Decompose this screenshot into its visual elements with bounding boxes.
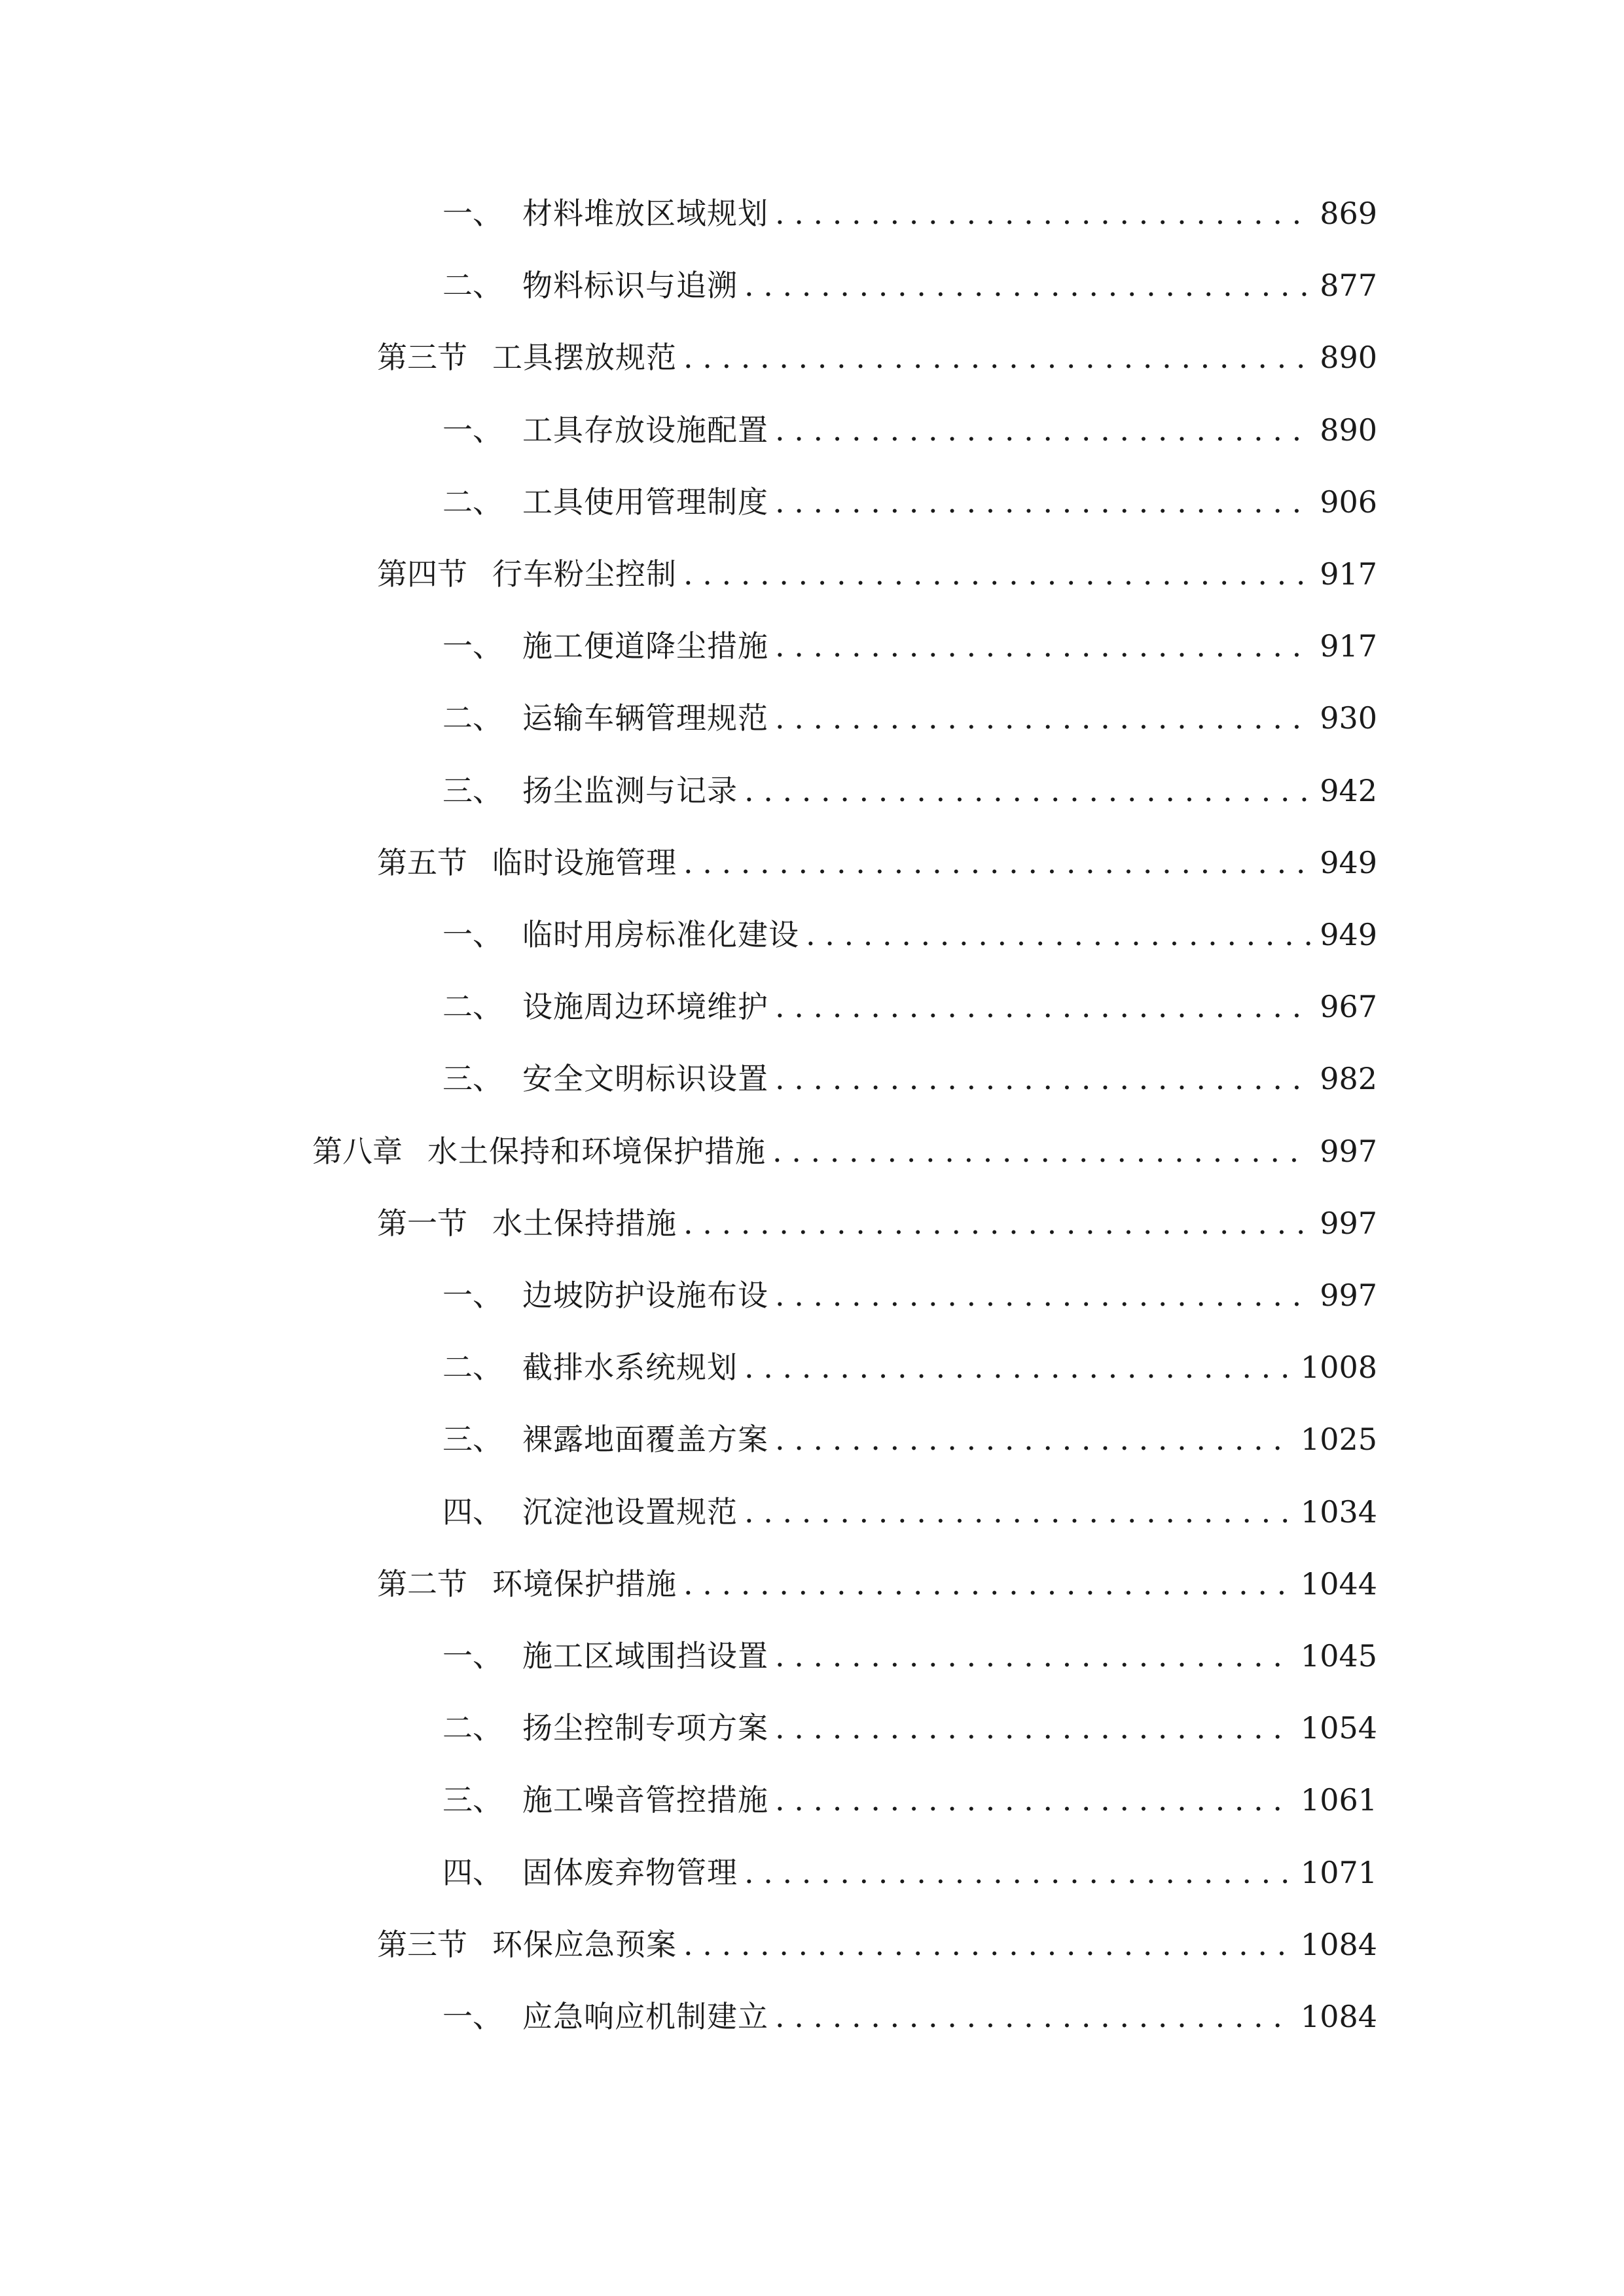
toc-entry-page-number: 982 [1320, 1061, 1377, 1097]
toc-entry-number: 第三节 [377, 1926, 467, 1962]
toc-entry[interactable] [377, 548, 1377, 600]
toc-entry[interactable] [442, 1413, 1377, 1465]
toc-entry[interactable] [442, 764, 1377, 817]
toc-entry-page-number: 917 [1320, 628, 1377, 664]
toc-dot-leader [772, 1125, 1310, 1177]
toc-entry-title: 截排水系统规划 [522, 1350, 738, 1386]
toc-entry-number: 一、 [442, 917, 503, 952]
toc-entry[interactable] [312, 1125, 1377, 1177]
toc-entry-title: 裸露地面覆盖方案 [522, 1422, 768, 1458]
toc-entry-number: 第五节 [377, 844, 467, 880]
toc-entry-page-number: 930 [1320, 700, 1377, 736]
toc-entry-number: 二、 [442, 268, 503, 304]
toc-entry-number: 第四节 [377, 556, 467, 592]
toc-dot-leader [744, 764, 1310, 817]
toc-entry-number: 一、 [442, 628, 503, 664]
toc-dot-leader [775, 980, 1310, 1033]
toc-dot-leader [683, 1558, 1291, 1610]
toc-entry-title: 水土保持措施 [492, 1205, 677, 1241]
toc-entry-title: 工具存放设施配置 [522, 412, 768, 448]
toc-entry-page-number: 869 [1320, 196, 1377, 231]
toc-entry-page-number: 1061 [1300, 1782, 1377, 1818]
toc-entry-page-number: 1025 [1300, 1422, 1377, 1458]
toc-entry-number: 二、 [442, 484, 503, 520]
toc-entry-number: 第一节 [377, 1205, 467, 1241]
toc-entry-page-number: 942 [1320, 772, 1377, 808]
toc-dot-leader [744, 1846, 1291, 1899]
toc-entry-number: 第八章 [312, 1133, 403, 1169]
toc-entry-title: 应急响应机制建立 [522, 1999, 768, 2034]
toc-dot-leader [775, 692, 1310, 744]
toc-dot-leader [744, 259, 1310, 312]
toc-entry[interactable] [377, 1558, 1377, 1610]
toc-entry-number: 第二节 [377, 1566, 467, 1602]
toc-entry-title: 设施周边环境维护 [522, 989, 768, 1025]
toc-dot-leader [683, 836, 1310, 889]
toc-entry-page-number: 997 [1320, 1205, 1377, 1241]
toc-entry-title: 材料堆放区域规划 [522, 196, 768, 231]
toc-entry[interactable] [442, 1846, 1377, 1899]
toc-entry-page-number: 1084 [1300, 1999, 1377, 2034]
toc-entry-title: 运输车辆管理规范 [522, 700, 768, 736]
toc-entry-number: 三、 [442, 772, 503, 808]
toc-entry-number: 一、 [442, 412, 503, 448]
toc-entry-page-number: 997 [1320, 1133, 1377, 1169]
toc-entry-title: 物料标识与追溯 [522, 268, 738, 304]
toc-dot-leader [775, 404, 1310, 456]
toc-entry-page-number: 890 [1320, 340, 1377, 376]
toc-entry-page-number: 1034 [1300, 1494, 1377, 1530]
toc-entry-page-number: 997 [1320, 1278, 1377, 1313]
toc-entry-title: 工具摆放规范 [492, 340, 677, 376]
toc-dot-leader [744, 1486, 1291, 1538]
toc-entry-title: 施工噪音管控措施 [522, 1782, 768, 1818]
toc-entry[interactable] [442, 1990, 1377, 2043]
toc-entry-title: 沉淀池设置规范 [522, 1494, 738, 1530]
toc-entry-title: 工具使用管理制度 [522, 484, 768, 520]
toc-entry[interactable] [442, 1774, 1377, 1826]
toc-entry-page-number: 1084 [1300, 1926, 1377, 1962]
toc-entry[interactable] [377, 836, 1377, 889]
toc-entry[interactable] [442, 1486, 1377, 1538]
toc-dot-leader [775, 1630, 1291, 1682]
toc-entry-number: 一、 [442, 196, 503, 231]
toc-entry[interactable] [442, 908, 1377, 961]
toc-entry-number: 二、 [442, 1350, 503, 1386]
toc-entry-page-number: 949 [1320, 844, 1377, 880]
toc-entry-page-number: 1045 [1300, 1638, 1377, 1674]
toc-entry-page-number: 1054 [1300, 1710, 1377, 1746]
toc-entry-title: 临时设施管理 [492, 844, 677, 880]
toc-entry-page-number: 906 [1320, 484, 1377, 520]
toc-entry-number: 二、 [442, 989, 503, 1025]
toc-dot-leader [775, 1269, 1310, 1321]
toc-entry-title: 施工区域围挡设置 [522, 1638, 768, 1674]
toc-entry-page-number: 1044 [1300, 1566, 1377, 1602]
toc-entry-number: 一、 [442, 1638, 503, 1674]
toc-entry-page-number: 890 [1320, 412, 1377, 448]
toc-dot-leader [775, 1052, 1310, 1105]
toc-entry[interactable] [377, 331, 1377, 384]
toc-dot-leader [775, 1990, 1291, 2043]
toc-entry-page-number: 1071 [1300, 1854, 1377, 1890]
toc-entry-number: 二、 [442, 700, 503, 736]
toc-entry-number: 三、 [442, 1782, 503, 1818]
toc-entry-title: 环保应急预案 [492, 1926, 677, 1962]
toc-dot-leader [775, 1702, 1291, 1754]
toc-entry-number: 四、 [442, 1854, 503, 1890]
toc-entry[interactable] [442, 259, 1377, 312]
toc-entry-title: 安全文明标识设置 [522, 1061, 768, 1097]
toc-dot-leader [806, 908, 1310, 961]
toc-entry[interactable] [442, 1052, 1377, 1105]
toc-dot-leader [683, 548, 1310, 600]
toc-entry-page-number: 917 [1320, 556, 1377, 592]
toc-dot-leader [775, 1413, 1291, 1465]
toc-entry-title: 边坡防护设施布设 [522, 1278, 768, 1313]
toc-entry-number: 三、 [442, 1061, 503, 1097]
toc-dot-leader [683, 331, 1310, 384]
toc-dot-leader [775, 187, 1310, 240]
toc-dot-leader [775, 620, 1310, 672]
toc-dot-leader [744, 1341, 1291, 1393]
toc-entry-title: 扬尘监测与记录 [522, 772, 738, 808]
toc-entry-number: 四、 [442, 1494, 503, 1530]
toc-entry[interactable] [442, 1269, 1377, 1321]
toc-entry-title: 固体废弃物管理 [522, 1854, 738, 1890]
toc-entry-title: 施工便道降尘措施 [522, 628, 768, 664]
toc-entry[interactable] [442, 1702, 1377, 1754]
toc-entry[interactable] [377, 1918, 1377, 1971]
toc-entry-number: 一、 [442, 1999, 503, 2034]
toc-entry[interactable] [442, 980, 1377, 1033]
toc-entry[interactable] [442, 187, 1377, 240]
toc-entry[interactable] [377, 1197, 1377, 1249]
toc-entry-title: 环境保护措施 [492, 1566, 677, 1602]
toc-dot-leader [683, 1197, 1310, 1249]
toc-entry-page-number: 877 [1320, 268, 1377, 304]
toc-dot-leader [775, 1774, 1291, 1826]
toc-entry-page-number: 1008 [1300, 1350, 1377, 1386]
toc-entry-title: 水土保持和环境保护措施 [427, 1133, 766, 1169]
toc-entry-title: 扬尘控制专项方案 [522, 1710, 768, 1746]
toc-entry[interactable] [442, 620, 1377, 672]
toc-dot-leader [683, 1918, 1291, 1971]
toc-entry[interactable] [442, 404, 1377, 456]
toc-dot-leader [775, 476, 1310, 528]
toc-entry-number: 第三节 [377, 340, 467, 376]
toc-entry-number: 三、 [442, 1422, 503, 1458]
toc-entry[interactable] [442, 1341, 1377, 1393]
toc-entry-page-number: 967 [1320, 989, 1377, 1025]
toc-entry-number: 一、 [442, 1278, 503, 1313]
toc-entry-page-number: 949 [1320, 917, 1377, 952]
toc-entry[interactable] [442, 476, 1377, 528]
toc-entry[interactable] [442, 1630, 1377, 1682]
toc-entry-title: 行车粉尘控制 [492, 556, 677, 592]
toc-entry-title: 临时用房标准化建设 [522, 917, 799, 952]
toc-entry[interactable] [442, 692, 1377, 744]
toc-entry-number: 二、 [442, 1710, 503, 1746]
